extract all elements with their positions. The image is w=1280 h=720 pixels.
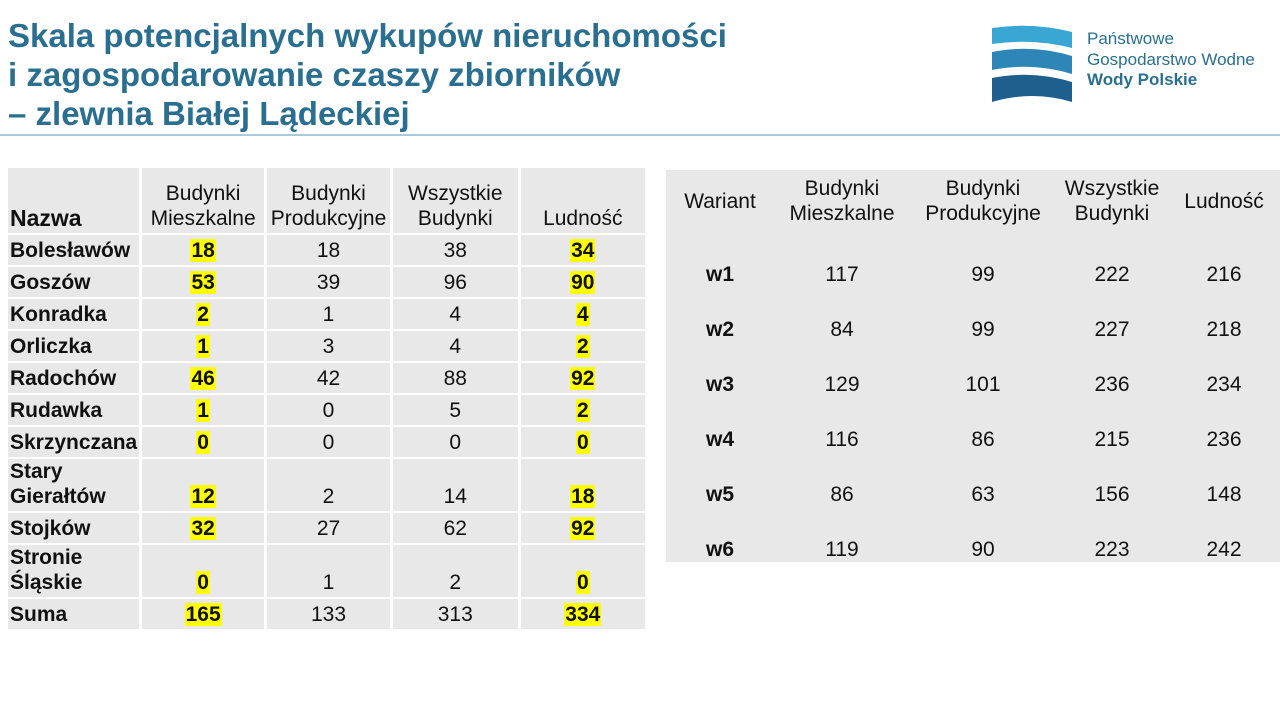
- cell-text-line: Budynki: [945, 177, 1021, 200]
- value-cell: [391, 458, 519, 512]
- value-cell: 116: [774, 397, 910, 452]
- cell-text-line: Wszystkie: [408, 182, 503, 205]
- value-cell: [391, 330, 519, 362]
- cell-value: 27: [316, 517, 341, 540]
- value-cell: [391, 512, 519, 544]
- settlement-name-cell: [8, 330, 141, 362]
- value-cell: [391, 426, 519, 458]
- cell-value: 5: [449, 399, 462, 422]
- cell-text-line: Skrzynczana: [10, 431, 138, 454]
- cell-value: 2: [576, 335, 589, 358]
- value-cell: [519, 512, 646, 544]
- settlement-name-cell: [8, 394, 141, 426]
- column-header: [1056, 170, 1168, 232]
- value-cell: 156: [1056, 452, 1168, 507]
- cell-value: 1: [197, 399, 209, 422]
- page-title: [8, 16, 908, 133]
- cell-value: 165: [185, 603, 221, 626]
- cell-value: 46: [191, 367, 215, 390]
- table-row: [8, 394, 647, 426]
- value-cell: [266, 458, 392, 512]
- value-cell: 236: [1056, 342, 1168, 397]
- cell-value: 4: [449, 303, 462, 326]
- logo-text: [1087, 29, 1255, 91]
- cell-value: 313: [437, 603, 473, 626]
- cell-value: 0: [322, 431, 335, 454]
- cell-text-line: Wszystkie: [1064, 177, 1160, 200]
- cell-text-line: Budynki: [804, 177, 880, 200]
- cell-text-line: Budynki: [1074, 202, 1150, 225]
- cell-value: 0: [197, 431, 209, 454]
- value-cell: [141, 458, 266, 512]
- cell-value: 0: [449, 431, 462, 454]
- value-cell: 223: [1056, 507, 1168, 562]
- value-cell: 222: [1056, 232, 1168, 287]
- cell-text-line: Rudawka: [10, 399, 103, 422]
- value-cell: 86: [910, 397, 1056, 452]
- cell-value: 0: [576, 571, 589, 594]
- cell-value: 18: [571, 485, 595, 508]
- cell-value: 62: [443, 517, 467, 540]
- table-row: [8, 544, 647, 598]
- cell-text-line: Produkcyjne: [270, 207, 387, 230]
- value-cell: 119: [774, 507, 910, 562]
- column-header: [266, 168, 392, 234]
- value-cell: [519, 266, 646, 298]
- cell-text-line: Suma: [10, 603, 68, 626]
- cell-value: 4: [576, 303, 589, 326]
- value-cell: 63: [910, 452, 1056, 507]
- value-cell: 242: [1168, 507, 1280, 562]
- cell-value: 2: [322, 485, 335, 508]
- cell-text-line: Budynki: [291, 182, 366, 205]
- cell-text-line: Nazwa: [10, 205, 82, 231]
- column-header: [1168, 170, 1280, 232]
- cell-value: 90: [571, 271, 595, 294]
- value-cell: 86: [774, 452, 910, 507]
- value-cell: [266, 426, 392, 458]
- value-cell: [391, 266, 519, 298]
- variant-cell: w1: [666, 232, 774, 287]
- column-header: [519, 168, 646, 234]
- settlement-name-cell: [8, 598, 141, 630]
- cell-value: 0: [576, 431, 589, 454]
- cell-text-line: Orliczka: [10, 335, 92, 358]
- table-row: [8, 458, 647, 512]
- value-cell: [266, 234, 392, 266]
- cell-value: 2: [576, 399, 589, 422]
- value-cell: [391, 394, 519, 426]
- value-cell: [519, 234, 646, 266]
- logo-line-3: Wody Polskie: [1087, 70, 1198, 89]
- value-cell: [141, 394, 266, 426]
- column-header: [774, 170, 910, 232]
- cell-value: 1: [322, 303, 335, 326]
- value-cell: [519, 330, 646, 362]
- value-cell: 216: [1168, 232, 1280, 287]
- cell-value: 0: [322, 399, 335, 422]
- variants-table: [666, 170, 1280, 562]
- cell-value: 1: [322, 571, 335, 594]
- table-row: [8, 426, 647, 458]
- settlement-name-cell: [8, 362, 141, 394]
- value-cell: [519, 298, 646, 330]
- table-row: [666, 342, 1280, 397]
- settlements-table: [8, 168, 648, 631]
- cell-text-line: Stojków: [10, 517, 91, 540]
- cell-value: 92: [571, 517, 595, 540]
- cell-text-line: Bolesławów: [10, 239, 131, 262]
- value-cell: [266, 544, 392, 598]
- cell-value: 34: [571, 239, 595, 262]
- settlement-name-cell: [8, 458, 141, 512]
- value-cell: [266, 362, 392, 394]
- value-cell: [266, 330, 392, 362]
- column-header: [8, 168, 141, 234]
- title-line-3: – zlewnia Białej Lądeckiej: [8, 95, 410, 132]
- cell-text-line: Konradka: [10, 303, 107, 326]
- cell-text-line: Produkcyjne: [925, 202, 1041, 225]
- cell-text-line: Śląskie: [10, 571, 83, 594]
- table-row: [666, 397, 1280, 452]
- settlement-name-cell: [8, 234, 141, 266]
- cell-text-line: Ludność: [543, 207, 623, 230]
- value-cell: 99: [910, 232, 1056, 287]
- value-cell: 101: [910, 342, 1056, 397]
- value-cell: [266, 598, 392, 630]
- variant-cell: w2: [666, 287, 774, 342]
- cell-text-line: Stary: [10, 460, 63, 483]
- cell-value: 133: [310, 603, 347, 626]
- value-cell: [519, 598, 646, 630]
- cell-text-line: Ludność: [1184, 189, 1264, 213]
- cell-value: 334: [565, 603, 601, 626]
- value-cell: 236: [1168, 397, 1280, 452]
- cell-value: 14: [443, 485, 467, 508]
- cell-text-line: Gierałtów: [10, 485, 106, 508]
- cell-text-line: Radochów: [10, 367, 117, 390]
- table-row: [8, 330, 647, 362]
- cell-value: 42: [316, 367, 341, 390]
- settlement-name-cell: [8, 512, 141, 544]
- cell-value: 53: [191, 271, 215, 294]
- value-cell: [141, 426, 266, 458]
- value-cell: [519, 426, 646, 458]
- table-row: [8, 298, 647, 330]
- table-row: [666, 287, 1280, 342]
- cell-text-line: Mieszkalne: [150, 207, 256, 230]
- logo-line-2: Gospodarstwo Wodne: [1087, 49, 1255, 69]
- waves-logo-icon: [990, 24, 1074, 108]
- cell-value: 0: [197, 571, 209, 594]
- value-cell: [266, 298, 392, 330]
- settlement-name-cell: [8, 266, 141, 298]
- value-cell: 218: [1168, 287, 1280, 342]
- variant-cell: w4: [666, 397, 774, 452]
- value-cell: 215: [1056, 397, 1168, 452]
- value-cell: 99: [910, 287, 1056, 342]
- cell-value: 4: [449, 335, 462, 358]
- variant-cell: w3: [666, 342, 774, 397]
- cell-text-line: Goszów: [10, 271, 91, 294]
- title-line-1: Skala potencjalnych wykupów nieruchomości: [8, 17, 727, 54]
- cell-value: 18: [316, 239, 341, 262]
- value-cell: 227: [1056, 287, 1168, 342]
- column-header: [141, 168, 266, 234]
- value-cell: [266, 512, 392, 544]
- cell-value: 88: [443, 367, 467, 390]
- cell-value: 3: [322, 335, 335, 358]
- cell-value: 2: [197, 303, 209, 326]
- cell-value: 18: [191, 239, 215, 262]
- value-cell: [141, 298, 266, 330]
- column-header: [391, 168, 519, 234]
- logo-line-1: Państwowe: [1087, 29, 1174, 48]
- table-row: [666, 232, 1280, 287]
- value-cell: [391, 598, 519, 630]
- table-row: [8, 362, 647, 394]
- value-cell: [266, 394, 392, 426]
- value-cell: [141, 266, 266, 298]
- cell-text-line: Budynki: [165, 182, 241, 205]
- variant-cell: w6: [666, 507, 774, 562]
- value-cell: 234: [1168, 342, 1280, 397]
- variant-cell: w5: [666, 452, 774, 507]
- table-row: [8, 598, 647, 630]
- cell-text-line: Budynki: [417, 207, 493, 230]
- value-cell: [141, 598, 266, 630]
- table-header-row: [8, 168, 647, 234]
- value-cell: [519, 394, 646, 426]
- settlement-name-cell: [8, 426, 141, 458]
- table-row: [8, 266, 647, 298]
- cell-value: 12: [191, 485, 215, 508]
- column-header: [666, 170, 774, 232]
- value-cell: [391, 234, 519, 266]
- value-cell: 117: [774, 232, 910, 287]
- value-cell: [519, 362, 646, 394]
- value-cell: 84: [774, 287, 910, 342]
- cell-text-line: Mieszkalne: [789, 202, 895, 225]
- cell-value: 32: [191, 517, 215, 540]
- value-cell: [391, 544, 519, 598]
- value-cell: 148: [1168, 452, 1280, 507]
- cell-value: 1: [197, 335, 209, 358]
- settlement-name-cell: [8, 298, 141, 330]
- title-line-2: i zagospodarowanie czaszy zbiorników: [8, 56, 621, 93]
- column-header: [910, 170, 1056, 232]
- cell-value: 38: [443, 239, 467, 262]
- value-cell: [141, 512, 266, 544]
- value-cell: [141, 544, 266, 598]
- table-row: [8, 234, 647, 266]
- cell-text-line: Stronie: [10, 546, 83, 569]
- value-cell: 90: [910, 507, 1056, 562]
- cell-value: 2: [449, 571, 462, 594]
- value-cell: [141, 234, 266, 266]
- value-cell: 129: [774, 342, 910, 397]
- value-cell: [391, 362, 519, 394]
- value-cell: [391, 298, 519, 330]
- value-cell: [141, 362, 266, 394]
- cell-text-line: Wariant: [684, 189, 756, 213]
- wody-polskie-logo: [990, 24, 1275, 108]
- settlement-name-cell: [8, 544, 141, 598]
- value-cell: [519, 544, 646, 598]
- value-cell: [141, 330, 266, 362]
- cell-value: 96: [443, 271, 467, 294]
- header-divider: [0, 134, 1280, 136]
- table-row: [8, 512, 647, 544]
- cell-value: 39: [316, 271, 341, 294]
- table-row: [666, 452, 1280, 507]
- cell-value: 92: [571, 367, 595, 390]
- value-cell: [519, 458, 646, 512]
- value-cell: [266, 266, 392, 298]
- table-row: [666, 507, 1280, 562]
- table-header-row: [666, 170, 1280, 232]
